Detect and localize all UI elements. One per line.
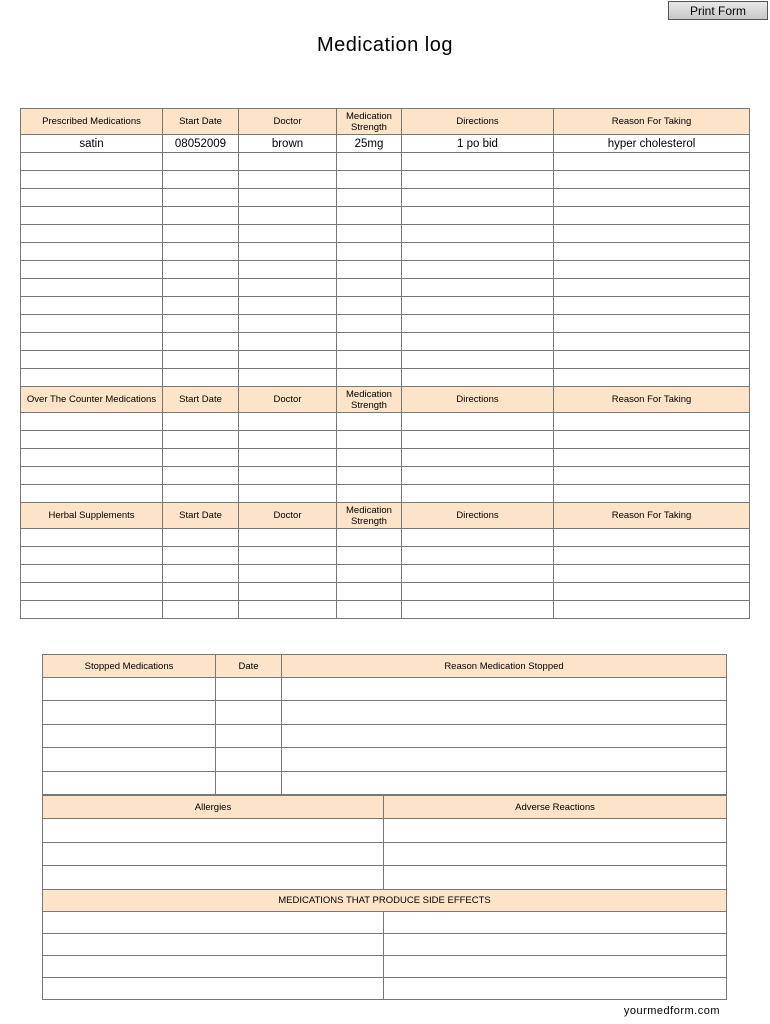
table-cell[interactable]	[384, 819, 727, 843]
column-header: Directions	[402, 503, 554, 529]
table-cell[interactable]	[384, 911, 727, 933]
column-header: Medication Strength	[337, 503, 402, 529]
table-cell[interactable]	[402, 315, 554, 333]
table-cell[interactable]	[163, 315, 239, 333]
table-row	[21, 485, 750, 503]
table-cell[interactable]	[239, 485, 337, 503]
column-header: Directions	[402, 387, 554, 413]
table-cell[interactable]	[554, 413, 750, 431]
table-cell[interactable]	[384, 842, 727, 866]
table-cell[interactable]	[163, 351, 239, 369]
column-header: Reason Medication Stopped	[282, 655, 727, 678]
footer-website: yourmedform.com	[623, 1005, 720, 1017]
table-cell[interactable]	[216, 771, 282, 794]
table-row	[43, 866, 727, 890]
table-cell[interactable]	[337, 171, 402, 189]
table-cell[interactable]	[239, 207, 337, 225]
table-cell[interactable]	[402, 243, 554, 261]
table-cell[interactable]	[337, 485, 402, 503]
table-cell[interactable]	[239, 601, 337, 619]
table-cell[interactable]	[402, 565, 554, 583]
table-row	[21, 547, 750, 565]
table-cell[interactable]	[384, 977, 727, 999]
column-header: Allergies	[43, 796, 384, 819]
table-cell[interactable]	[21, 449, 163, 467]
table-cell[interactable]	[282, 701, 727, 724]
table-cell[interactable]	[43, 678, 216, 701]
table-row	[43, 955, 727, 977]
table-cell[interactable]	[384, 933, 727, 955]
table-cell[interactable]	[43, 955, 384, 977]
side-effects-header: MEDICATIONS THAT PRODUCE SIDE EFFECTS	[43, 889, 727, 911]
table-cell[interactable]	[402, 153, 554, 171]
table-cell[interactable]	[163, 261, 239, 279]
table-cell[interactable]	[402, 189, 554, 207]
table-cell[interactable]	[337, 153, 402, 171]
table-cell[interactable]	[43, 748, 216, 771]
table-cell[interactable]	[163, 369, 239, 387]
table-cell[interactable]	[402, 225, 554, 243]
table-row	[43, 771, 727, 794]
table-cell[interactable]	[402, 431, 554, 449]
column-header: Reason For Taking	[554, 387, 750, 413]
table-cell[interactable]: hyper cholesterol	[554, 135, 750, 153]
table-cell[interactable]	[21, 297, 163, 315]
table-cell[interactable]	[402, 351, 554, 369]
table-cell[interactable]: brown	[239, 135, 337, 153]
table-row	[21, 279, 750, 297]
table-row	[21, 207, 750, 225]
table-row	[21, 565, 750, 583]
table-cell[interactable]	[43, 724, 216, 747]
table-cell[interactable]	[337, 261, 402, 279]
table-cell[interactable]	[239, 333, 337, 351]
table-cell[interactable]	[554, 225, 750, 243]
table-cell[interactable]	[402, 467, 554, 485]
table-cell[interactable]	[239, 171, 337, 189]
table-cell[interactable]	[163, 333, 239, 351]
table-cell[interactable]	[21, 225, 163, 243]
table-cell[interactable]	[43, 842, 384, 866]
table-cell[interactable]	[337, 351, 402, 369]
table-cell[interactable]	[239, 297, 337, 315]
table-cell[interactable]	[21, 171, 163, 189]
table-row	[21, 369, 750, 387]
table-row	[21, 225, 750, 243]
table-cell[interactable]	[239, 529, 337, 547]
table-cell[interactable]	[384, 866, 727, 890]
table-cell[interactable]	[282, 771, 727, 794]
table-cell[interactable]	[21, 243, 163, 261]
table-cell[interactable]	[554, 583, 750, 601]
table-row	[43, 678, 727, 701]
table-cell[interactable]	[21, 547, 163, 565]
table-cell[interactable]	[402, 601, 554, 619]
table-cell[interactable]	[554, 279, 750, 297]
table-cell[interactable]	[163, 413, 239, 431]
table-cell[interactable]	[554, 529, 750, 547]
table-cell[interactable]	[21, 279, 163, 297]
section-header-row	[21, 109, 750, 135]
table-cell[interactable]	[239, 431, 337, 449]
table-cell[interactable]	[402, 333, 554, 351]
table-cell[interactable]	[337, 279, 402, 297]
table-cell[interactable]	[337, 297, 402, 315]
table-cell[interactable]	[337, 369, 402, 387]
table-cell[interactable]	[239, 225, 337, 243]
column-header: Adverse Reactions	[384, 796, 727, 819]
table-cell[interactable]	[163, 297, 239, 315]
table-cell[interactable]	[337, 467, 402, 485]
table-cell[interactable]	[554, 351, 750, 369]
table-cell[interactable]	[337, 207, 402, 225]
table-row	[21, 583, 750, 601]
table-cell[interactable]	[43, 701, 216, 724]
table-cell[interactable]: 25mg	[337, 135, 402, 153]
table-cell[interactable]	[402, 449, 554, 467]
table-cell[interactable]	[21, 207, 163, 225]
table-cell[interactable]	[337, 189, 402, 207]
table-cell[interactable]	[163, 279, 239, 297]
column-header: Start Date	[163, 503, 239, 529]
table-cell[interactable]	[163, 583, 239, 601]
table-row	[43, 842, 727, 866]
table-cell[interactable]	[402, 261, 554, 279]
table-cell[interactable]	[21, 413, 163, 431]
table-cell[interactable]	[21, 529, 163, 547]
table-cell[interactable]	[554, 547, 750, 565]
column-header: Doctor	[239, 387, 337, 413]
table-cell[interactable]	[43, 911, 384, 933]
table-cell[interactable]	[554, 261, 750, 279]
table-cell[interactable]	[21, 153, 163, 171]
table-cell[interactable]	[402, 297, 554, 315]
table-cell[interactable]	[239, 279, 337, 297]
table-cell[interactable]	[163, 243, 239, 261]
table-cell[interactable]	[163, 449, 239, 467]
table-row	[21, 449, 750, 467]
table-cell[interactable]	[554, 601, 750, 619]
table-row	[43, 701, 727, 724]
table-cell[interactable]	[239, 369, 337, 387]
section-header-row	[21, 387, 750, 413]
table-cell[interactable]	[21, 369, 163, 387]
table-cell[interactable]	[402, 369, 554, 387]
table-row	[43, 933, 727, 955]
table-cell[interactable]	[402, 207, 554, 225]
table-cell[interactable]	[402, 413, 554, 431]
table-cell[interactable]	[337, 547, 402, 565]
table-cell[interactable]	[216, 748, 282, 771]
table-cell[interactable]	[239, 261, 337, 279]
table-row	[43, 911, 727, 933]
table-cell[interactable]	[163, 547, 239, 565]
table-cell[interactable]	[163, 565, 239, 583]
side-effects-header-row	[43, 889, 727, 911]
table-cell[interactable]	[216, 724, 282, 747]
table-cell[interactable]	[554, 369, 750, 387]
column-header: Reason For Taking	[554, 503, 750, 529]
table-cell[interactable]	[337, 583, 402, 601]
table-cell[interactable]	[337, 529, 402, 547]
table-cell[interactable]	[43, 771, 216, 794]
table-cell[interactable]	[21, 315, 163, 333]
table-cell[interactable]	[402, 279, 554, 297]
table-cell[interactable]	[163, 207, 239, 225]
allergies-table	[42, 795, 727, 1000]
table-row	[21, 529, 750, 547]
table-cell[interactable]	[337, 333, 402, 351]
table-cell[interactable]	[554, 315, 750, 333]
table-cell[interactable]	[163, 467, 239, 485]
table-cell[interactable]	[239, 315, 337, 333]
table-row	[21, 297, 750, 315]
table-cell[interactable]	[554, 171, 750, 189]
table-cell[interactable]	[163, 601, 239, 619]
table-row	[21, 135, 750, 153]
table-cell[interactable]	[554, 243, 750, 261]
table-cell[interactable]: satin	[21, 135, 163, 153]
table-cell[interactable]	[337, 243, 402, 261]
table-cell[interactable]	[21, 333, 163, 351]
table-cell[interactable]	[43, 977, 384, 999]
section-title: Over The Counter Medications	[21, 387, 163, 413]
table-cell[interactable]	[21, 583, 163, 601]
table-cell[interactable]	[554, 565, 750, 583]
table-cell[interactable]	[337, 601, 402, 619]
table-row	[43, 748, 727, 771]
table-cell[interactable]	[163, 485, 239, 503]
table-cell[interactable]	[239, 189, 337, 207]
table-cell[interactable]	[216, 701, 282, 724]
table-cell[interactable]: 1 po bid	[402, 135, 554, 153]
column-header: Doctor	[239, 503, 337, 529]
stopped-header-row	[43, 655, 727, 678]
column-header: Stopped Medications	[43, 655, 216, 678]
table-row	[21, 351, 750, 369]
table-cell[interactable]	[337, 431, 402, 449]
table-cell[interactable]	[554, 431, 750, 449]
table-cell[interactable]	[21, 485, 163, 503]
allergies-header-row	[43, 796, 727, 819]
column-header: Medication Strength	[337, 109, 402, 135]
table-cell[interactable]	[554, 467, 750, 485]
column-header: Date	[216, 655, 282, 678]
table-cell[interactable]	[21, 467, 163, 485]
table-row	[21, 315, 750, 333]
table-cell[interactable]	[163, 189, 239, 207]
stopped-medications-table	[42, 654, 727, 795]
table-cell[interactable]	[239, 467, 337, 485]
table-cell[interactable]	[21, 565, 163, 583]
table-row	[21, 243, 750, 261]
table-cell[interactable]	[163, 431, 239, 449]
table-row	[21, 467, 750, 485]
print-form-button[interactable]: Print Form	[668, 1, 768, 20]
table-cell[interactable]	[43, 933, 384, 955]
table-cell[interactable]	[43, 819, 384, 843]
table-cell[interactable]	[239, 583, 337, 601]
table-cell[interactable]	[554, 189, 750, 207]
column-header: Medication Strength	[337, 387, 402, 413]
table-cell[interactable]	[402, 171, 554, 189]
section-title: Prescribed Medications	[21, 109, 163, 135]
table-cell[interactable]	[239, 351, 337, 369]
table-row	[43, 724, 727, 747]
table-row	[21, 333, 750, 351]
table-cell[interactable]	[239, 243, 337, 261]
table-cell[interactable]	[239, 153, 337, 171]
table-row	[21, 431, 750, 449]
table-cell[interactable]	[337, 225, 402, 243]
column-header: Reason For Taking	[554, 109, 750, 135]
table-cell[interactable]	[163, 225, 239, 243]
table-cell[interactable]	[554, 333, 750, 351]
table-row	[21, 171, 750, 189]
page-title: Medication log	[317, 34, 453, 56]
table-cell[interactable]	[21, 351, 163, 369]
table-cell[interactable]	[21, 189, 163, 207]
table-cell[interactable]	[239, 413, 337, 431]
table-cell[interactable]	[21, 261, 163, 279]
table-row	[43, 977, 727, 999]
table-cell[interactable]	[239, 565, 337, 583]
table-cell[interactable]	[163, 171, 239, 189]
table-cell[interactable]	[282, 748, 727, 771]
table-cell[interactable]	[402, 529, 554, 547]
table-row	[21, 153, 750, 171]
column-header: Doctor	[239, 109, 337, 135]
table-row	[21, 413, 750, 431]
table-cell[interactable]: 08052009	[163, 135, 239, 153]
table-cell[interactable]	[21, 431, 163, 449]
table-cell[interactable]	[163, 153, 239, 171]
table-cell[interactable]	[554, 485, 750, 503]
table-cell[interactable]	[239, 449, 337, 467]
section-header-row	[21, 503, 750, 529]
column-header: Directions	[402, 109, 554, 135]
table-cell[interactable]	[337, 413, 402, 431]
column-header: Start Date	[163, 387, 239, 413]
table-cell[interactable]	[554, 153, 750, 171]
table-row	[21, 261, 750, 279]
table-cell[interactable]	[402, 583, 554, 601]
table-row	[21, 189, 750, 207]
medication-table	[20, 108, 750, 619]
table-cell[interactable]	[554, 449, 750, 467]
table-cell[interactable]	[282, 678, 727, 701]
table-cell[interactable]	[402, 485, 554, 503]
table-cell[interactable]	[554, 297, 750, 315]
table-cell[interactable]	[163, 529, 239, 547]
table-row	[21, 601, 750, 619]
table-cell[interactable]	[337, 565, 402, 583]
table-cell[interactable]	[216, 678, 282, 701]
table-row	[43, 819, 727, 843]
table-cell[interactable]	[384, 955, 727, 977]
table-cell[interactable]	[402, 547, 554, 565]
table-cell[interactable]	[239, 547, 337, 565]
table-cell[interactable]	[337, 315, 402, 333]
table-cell[interactable]	[282, 724, 727, 747]
column-header: Start Date	[163, 109, 239, 135]
table-cell[interactable]	[554, 207, 750, 225]
section-title: Herbal Supplements	[21, 503, 163, 529]
table-cell[interactable]	[43, 866, 384, 890]
table-cell[interactable]	[21, 601, 163, 619]
table-cell[interactable]	[337, 449, 402, 467]
